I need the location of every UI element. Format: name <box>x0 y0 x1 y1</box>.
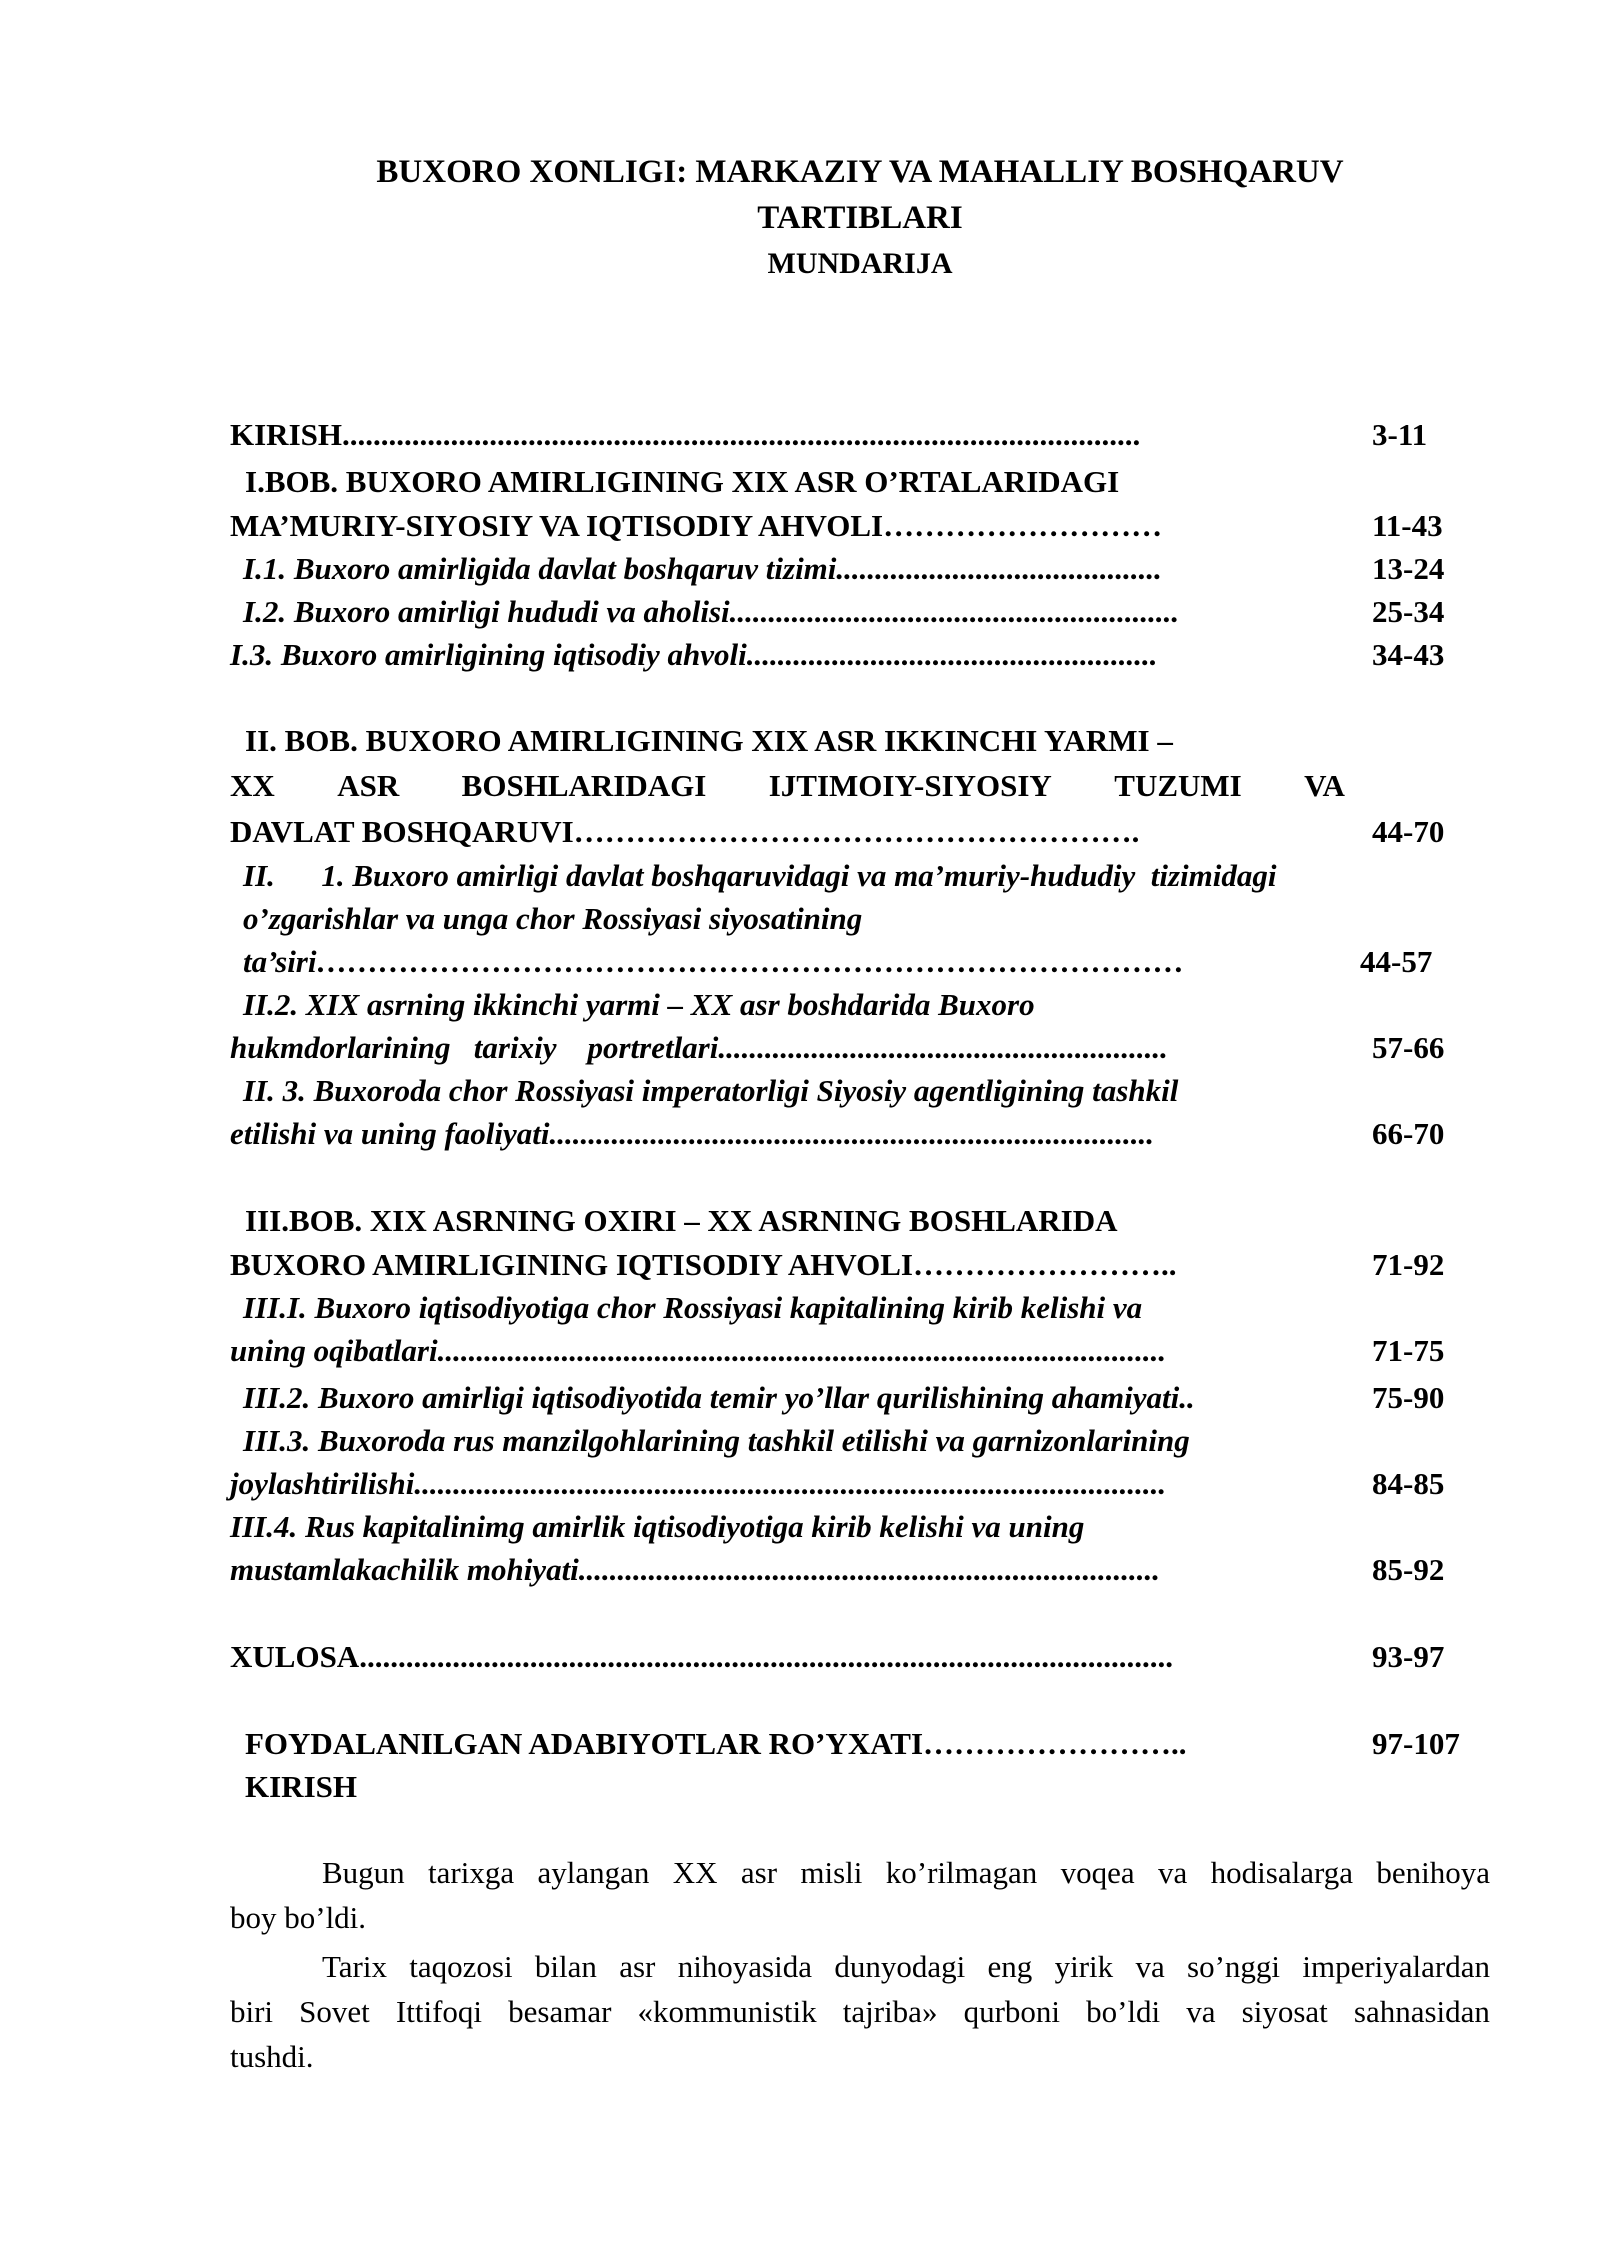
toc-chapter2-word: TUZUMI <box>1114 768 1242 803</box>
intro-heading: KIRISH <box>245 1769 357 1804</box>
toc-page-2-1: 44-57 <box>1360 944 1433 979</box>
word: sahnasidan <box>1353 1994 1490 2029</box>
word: ko’rilmagan <box>885 1855 1038 1890</box>
intro-p2-line2 <box>230 1989 1490 2034</box>
word: besamar <box>508 1994 612 2029</box>
toc-chapter2-word: ASR <box>337 768 400 803</box>
word: nihoyasida <box>677 1949 812 1984</box>
toc-section-3-4-line1: III.4. Rus kapitalinimg amirlik iqtisodiyotiga kirib kelishi va uning <box>230 1509 1085 1544</box>
toc-section-1-2: I.2. Buxoro amirligi hududi va aholisi.......................................................... <box>243 594 1180 629</box>
toc-section-3-3-line1: III.3. Buxoroda rus manzilgohlarining tashkil etilishi va garnizonlarining <box>243 1423 1190 1458</box>
toc-section-2-2-line2: hukmdorlarining tarixiy portretlari.......................................................... <box>230 1030 1168 1065</box>
word: tarixga <box>428 1855 515 1890</box>
toc-chapter2-line1: II. BOB. BUXORO AMIRLIGINING XIX ASR IKKINCHI YARMI – <box>245 723 1173 758</box>
toc-section-2-2-line1: II.2. XIX asrning ikkinchi yarmi – XX asr boshdarida Buxoro <box>243 987 1035 1022</box>
toc-section-2-1-line1: II. 1. Buxoro amirligi davlat boshqaruvidagi va ma’muriy-hududiy tizimidagi <box>243 858 1277 893</box>
word: va <box>1186 1994 1216 2029</box>
word: Tarix <box>322 1949 387 1984</box>
toc-section-1-3: I.3. Buxoro amirligining iqtisodiy ahvoli..................................................... <box>230 637 1158 672</box>
word: va <box>1135 1949 1165 1984</box>
toc-page-chapter1: 11-43 <box>1372 508 1443 543</box>
toc-chapter2-line2 <box>230 765 1345 807</box>
toc-section-3-3-line2: joylashtirilishi................................................................................................. <box>230 1466 1167 1501</box>
toc-page-1-2: 25-34 <box>1372 594 1445 629</box>
word: «kommunistik <box>637 1994 817 2029</box>
word: dunyodagi <box>834 1949 966 1984</box>
intro-paragraph-2 <box>230 1944 1490 2079</box>
toc-section-3-1-line1: III.I. Buxoro iqtisodiyotiga chor Rossiyasi kapitalining kirib kelishi va <box>243 1290 1143 1325</box>
word: benihoya <box>1376 1855 1490 1890</box>
toc-page-xulosa: 93-97 <box>1372 1639 1445 1674</box>
toc-chapter1-line2: MA’MURIY-SIYOSIY VA IQTISODIY AHVOLI……………………… <box>230 508 1163 543</box>
toc-chapter2-word: XX <box>230 768 275 803</box>
toc-page-kirish: 3-11 <box>1372 417 1428 452</box>
word: siyosat <box>1241 1994 1328 2029</box>
word: qurboni <box>963 1994 1060 2029</box>
doc-subtitle: MUNDARIJA <box>767 247 953 280</box>
toc-page-3-4: 85-92 <box>1372 1552 1445 1587</box>
toc-entry-bibliography: FOYDALANILGAN ADABIYOTLAR RO’YXATI…………………….. <box>245 1726 1187 1761</box>
word: tajriba» <box>842 1994 938 2029</box>
word: voqea <box>1060 1855 1135 1890</box>
intro-p1-line1 <box>230 1850 1490 1895</box>
intro-paragraph-1 <box>230 1850 1490 1940</box>
toc-section-2-3-line1: II. 3. Buxoroda chor Rossiyasi imperatorligi Siyosiy agentligining tashkil <box>243 1073 1179 1108</box>
toc-section-3-1-line2: uning oqibatlari.............................................................................................. <box>230 1333 1167 1368</box>
toc-chapter2-line3: DAVLAT BOSHQARUVI………………………………………………. <box>230 814 1140 849</box>
toc-entry-kirish: KIRISH....................................................................................................... <box>230 417 1141 452</box>
toc-page-2-3: 66-70 <box>1372 1116 1445 1151</box>
word: biri <box>230 1994 274 2029</box>
intro-p2-line1 <box>230 1944 1490 1989</box>
toc-section-3-4-line2: mustamlakachilik mohiyati........................................................................... <box>230 1552 1161 1587</box>
toc-section-3-2-line1: III.2. Buxoro amirligi iqtisodiyotida temir yo’llar qurilishining ahamiyati.. <box>243 1380 1195 1415</box>
word: asr <box>740 1855 778 1890</box>
toc-page-1-1: 13-24 <box>1372 551 1445 586</box>
toc-page-3-2: 75-90 <box>1372 1380 1445 1415</box>
word: aylangan <box>537 1855 650 1890</box>
word: misli <box>800 1855 863 1890</box>
doc-title-line2: TARTIBLARI <box>757 200 963 236</box>
toc-section-2-1-line3: ta’siri………………………………………………………………………… <box>243 944 1185 979</box>
toc-page-3-1: 71-75 <box>1372 1333 1445 1368</box>
doc-title-line1: BUXORO XONLIGI: MARKAZIY VA MAHALLIY BOSHQARUV <box>376 154 1344 190</box>
intro-p1-line2: boy bo’ldi. <box>230 1900 367 1935</box>
word: eng <box>987 1949 1033 1984</box>
toc-chapter1-line1: I.BOB. BUXORO AMIRLIGINING XIX ASR O’RTALARIDAGI <box>245 464 1120 499</box>
word: taqozosi <box>409 1949 513 1984</box>
word: XX <box>672 1855 718 1890</box>
word: Bugun <box>322 1855 405 1890</box>
toc-section-2-3-line2: etilishi va uning faoliyati.............................................................................. <box>230 1116 1155 1151</box>
toc-chapter2-word: BOSHLARIDAGI <box>461 768 707 803</box>
word: Sovet <box>299 1994 370 2029</box>
toc-page-2-2: 57-66 <box>1372 1030 1445 1065</box>
word: va <box>1158 1855 1188 1890</box>
word: imperiyalardan <box>1302 1949 1490 1984</box>
toc-page-3-3: 84-85 <box>1372 1466 1445 1501</box>
word: hodisalarga <box>1210 1855 1353 1890</box>
word: asr <box>619 1949 656 1984</box>
toc-page-bibliography: 97-107 <box>1372 1726 1460 1761</box>
toc-page-chapter2: 44-70 <box>1372 814 1445 849</box>
toc-section-2-1-line2: o’zgarishlar va unga chor Rossiyasi siyosatining <box>243 901 863 936</box>
word: so’nggi <box>1187 1949 1281 1984</box>
word: yirik <box>1054 1949 1114 1984</box>
word: bilan <box>534 1949 597 1984</box>
intro-p2-line3: tushdi. <box>230 2039 314 2074</box>
toc-chapter3-line2: BUXORO AMIRLIGINING IQTISODIY AHVOLI…………………….. <box>230 1247 1177 1282</box>
toc-entry-xulosa: XULOSA......................................................................................................... <box>230 1639 1173 1674</box>
toc-chapter2-word: IJTIMOIY-SIYOSIY <box>768 768 1052 803</box>
toc-chapter2-word: VA <box>1304 768 1345 803</box>
word: Ittifoqi <box>395 1994 483 2029</box>
toc-section-1-1: I.1. Buxoro amirligida davlat boshqaruv tizimi.......................................... <box>243 551 1162 586</box>
word: bo’ldi <box>1086 1994 1161 2029</box>
toc-page-1-3: 34-43 <box>1372 637 1445 672</box>
toc-chapter3-line1: III.BOB. XIX ASRNING OXIRI – XX ASRNING BOSHLARIDA <box>245 1203 1118 1238</box>
toc-page-chapter3: 71-92 <box>1372 1247 1445 1282</box>
